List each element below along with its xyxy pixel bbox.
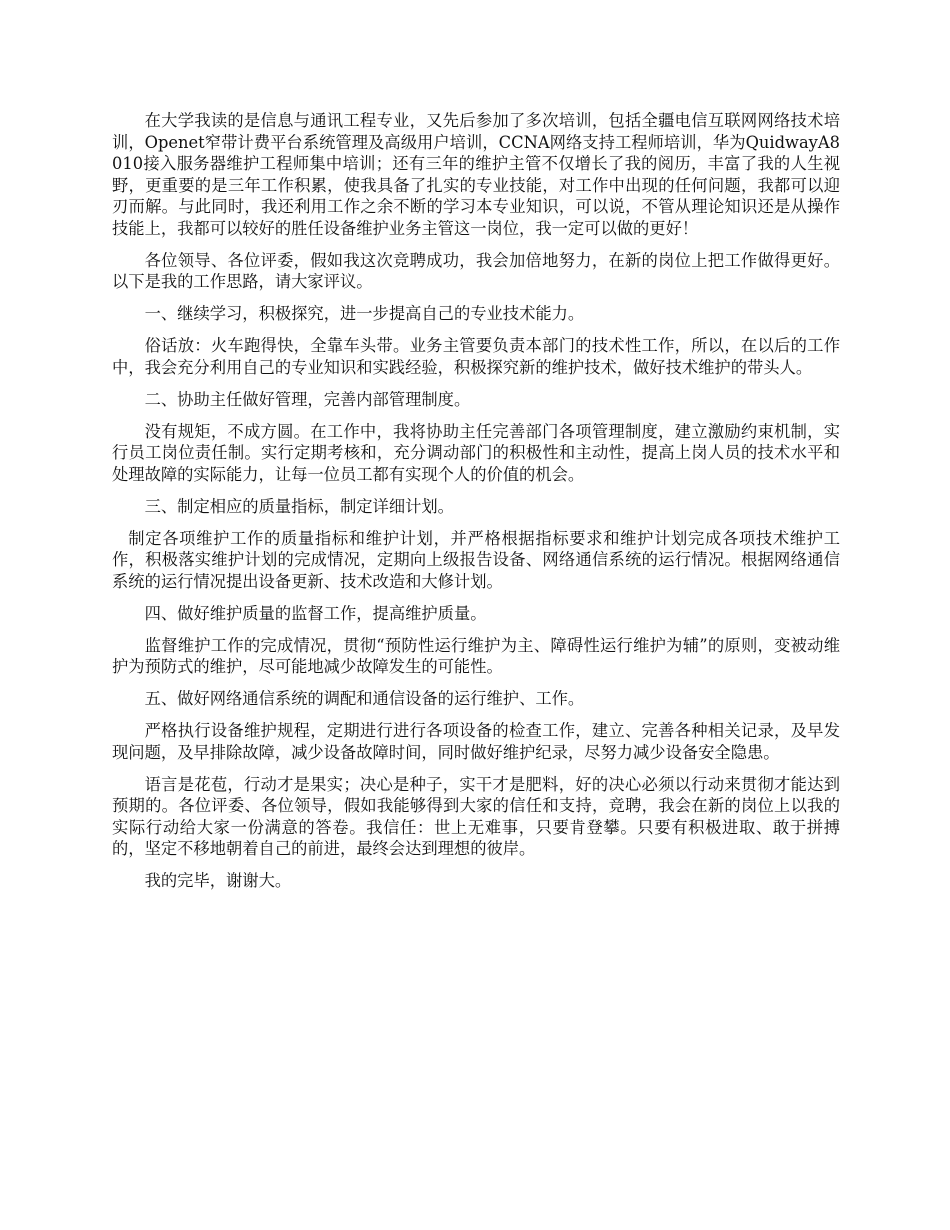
document-body	[112, 110, 840, 902]
paragraph-section-4: 监督维护工作的完成情况，贯彻“预防性运行维护为主、障碍性运行维护为辅”的原则，变被动维护为预防式的维护，尽可能地减少故障发生的可能性。	[112, 635, 840, 676]
paragraph-commitment: 各位领导、各位评委，假如我这次竞聘成功，我会加倍地努力，在新的岗位上把工作做得更好。以下是我的工作思路，请大家评议。	[112, 250, 840, 291]
paragraph-education: 在大学我读的是信息与通讯工程专业，又先后参加了多次培训，包括全疆电信互联网网络技术培训，Openet窄带计费平台系统管理及高级用户培训，CCNA网络支持工程师培训，华为QuidwayA8010接入服务器维护工程师集中培训；还有三年的维护主管不仅增长了我的阅历，丰富了我的人生视野，更重要的是三年工作积累，使我具备了扎实的专业技能，对工作中出现的任何问题，我都可以迎刃而解。与此同时，我还利用工作之余不断的学习本专业知识，可以说，不管从理论知识还是从操作技能上，我都可以较好的胜任设备维护业务主管这一岗位，我一定可以做的更好！	[112, 111, 840, 238]
section-heading-1: 一、继续学习，积极探究，进一步提高自己的专业技术能力。	[144, 304, 585, 323]
section-heading-3: 三、制定相应的质量指标，制定详细计划。	[144, 496, 454, 516]
paragraph-closing: 语言是花苞，行动才是果实；决心是种子，实干才是肥料，好的决心必须以行动来贯彻才能达到预期的。各位评委、各位领导，假如我能够得到大家的信任和支持，竞聘，我会在新的岗位上以我的实际行动给大家一份满意的答卷。我信任：世上无难事，只要肯登攀。只要有积极进取、敢于拼搏的，坚定不移地朝着自己的前进，最终会达到理想的彼岸。	[112, 774, 840, 858]
section-heading-2: 二、协助主任做好管理，完善内部管理制度。	[144, 389, 471, 409]
paragraph-section-5: 严格执行设备维护规程，定期进行进行各项设备的检查工作，建立、完善各种相关记录，及早发现问题，及早排除故障，减少设备故障时间，同时做好维护纪录，尽努力减少设备安全隐患。	[112, 721, 840, 762]
section-heading-4: 四、做好维护质量的监督工作，提高维护质量。	[144, 603, 487, 623]
section-heading-5: 五、做好网络通信系统的调配和通信设备的运行维护、工作。	[144, 689, 585, 708]
paragraph-section-2: 没有规矩，不成方圆。在工作中，我将协助主任完善部门各项管理制度，建立激励约束机制，实行员工岗位责任制。实行定期考核和，充分调动部门的积极性和主动性，提高上岗人员的技术水平和处理故障的实际能力，让每一位员工都有实现个人的价值的机会。	[112, 421, 840, 484]
paragraph-section-1: 俗话放：火车跑得快，全靠车头带。业务主管要负责本部门的技术性工作，所以，在以后的工作中，我会充分利用自己的专业知识和实践经验，积极探究新的维护技术，做好技术维护的带头人。	[112, 336, 840, 377]
paragraph-section-3: 制定各项维护工作的质量指标和维护计划，并严格根据指标要求和维护计划完成各项技术维护工作，积极落实维护计划的完成情况，定期向上级报告设备、网络通信系统的运行情况。根据网络通信系统的运行情况提出设备更新、技术改造和大修计划。	[112, 528, 840, 591]
paragraph-thanks: 我的完毕，谢谢大。	[144, 871, 292, 890]
